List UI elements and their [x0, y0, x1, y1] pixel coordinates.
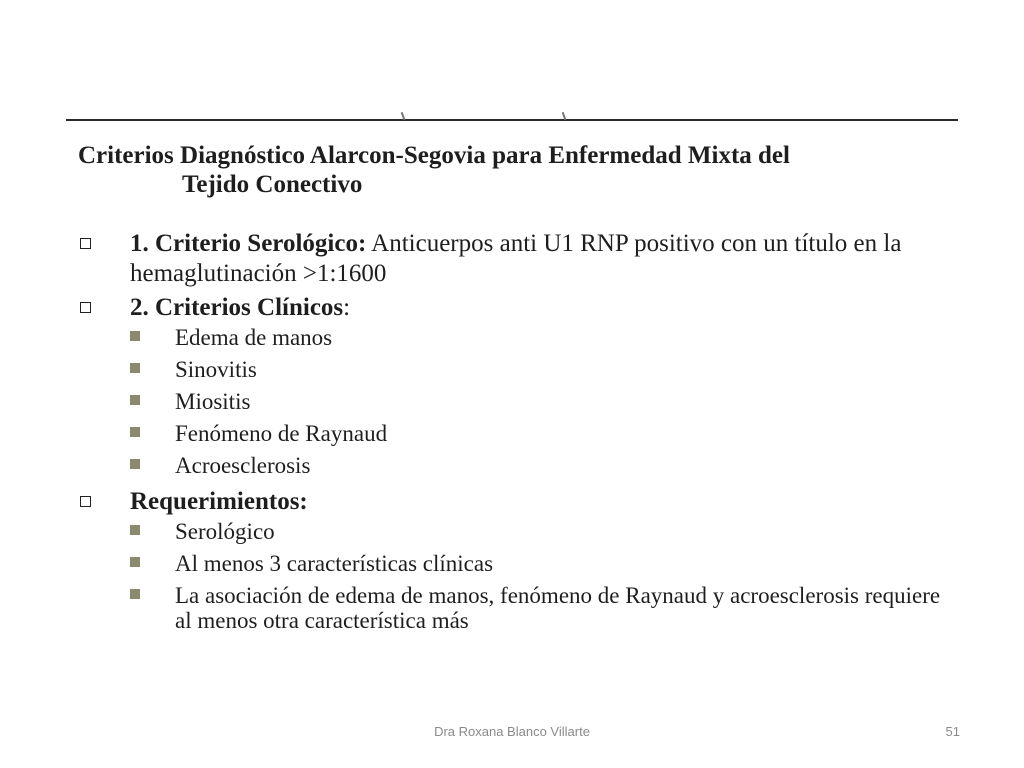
list-item: [78, 519, 958, 545]
section-heading: Requerimientos:: [130, 488, 308, 515]
list-item-text: Acroesclerosis: [175, 453, 311, 478]
slide-content: [78, 141, 958, 639]
list-item: [78, 421, 958, 447]
list-item: [78, 551, 958, 577]
section-requirements: [78, 487, 958, 517]
clinical-criteria-list: [78, 325, 958, 479]
section-heading: 1. Criterio Serológico:: [130, 230, 367, 257]
square-bullet-icon: [130, 427, 140, 437]
hollow-square-bullet-icon: [80, 302, 91, 313]
slide-title: [78, 141, 958, 199]
square-bullet-icon: [130, 525, 140, 535]
square-bullet-icon: [130, 557, 140, 567]
list-item-text: Miositis: [175, 389, 251, 414]
slide-title-line-2: Tejido Conectivo: [182, 171, 363, 198]
section-text: :: [343, 294, 351, 321]
square-bullet-icon: [130, 363, 140, 373]
top-divider-line: [66, 119, 958, 121]
list-item: [78, 325, 958, 351]
list-item-text: La asociación de edema de manos, fenómeno de Raynaud y acroesclerosis requiere al menos otra característica más: [175, 583, 941, 633]
slide-title-line-1: Criterios Diagnóstico Alarcon-Segovia para Enfermedad Mixta del: [78, 142, 790, 169]
slide-number: 51: [945, 724, 960, 739]
list-item: [78, 583, 958, 633]
section-clinical-criteria: [78, 293, 958, 323]
section-serologic-criterion: [78, 229, 958, 289]
hollow-square-bullet-icon: [80, 238, 91, 249]
footer-author: Dra Roxana Blanco Villarte: [434, 724, 590, 739]
square-bullet-icon: [130, 589, 140, 599]
list-item-text: Al menos 3 características clínicas: [175, 551, 494, 576]
requirements-list: [78, 519, 958, 633]
square-bullet-icon: [130, 395, 140, 405]
list-item: [78, 453, 958, 479]
square-bullet-icon: [130, 459, 140, 469]
section-heading: 2. Criterios Clínicos: [130, 294, 344, 321]
list-item: [78, 357, 958, 383]
list-item-text: Edema de manos: [175, 325, 333, 350]
square-bullet-icon: [130, 331, 140, 341]
list-item-text: Sinovitis: [175, 357, 257, 382]
list-item-text: Fenómeno de Raynaud: [175, 421, 388, 446]
list-item-text: Serológico: [175, 519, 275, 544]
list-item: [78, 389, 958, 415]
section-text: Anticuerpos anti U1 RNP positivo con un título en la hemaglutinación >1:1600: [130, 230, 902, 287]
hollow-square-bullet-icon: [80, 496, 91, 507]
